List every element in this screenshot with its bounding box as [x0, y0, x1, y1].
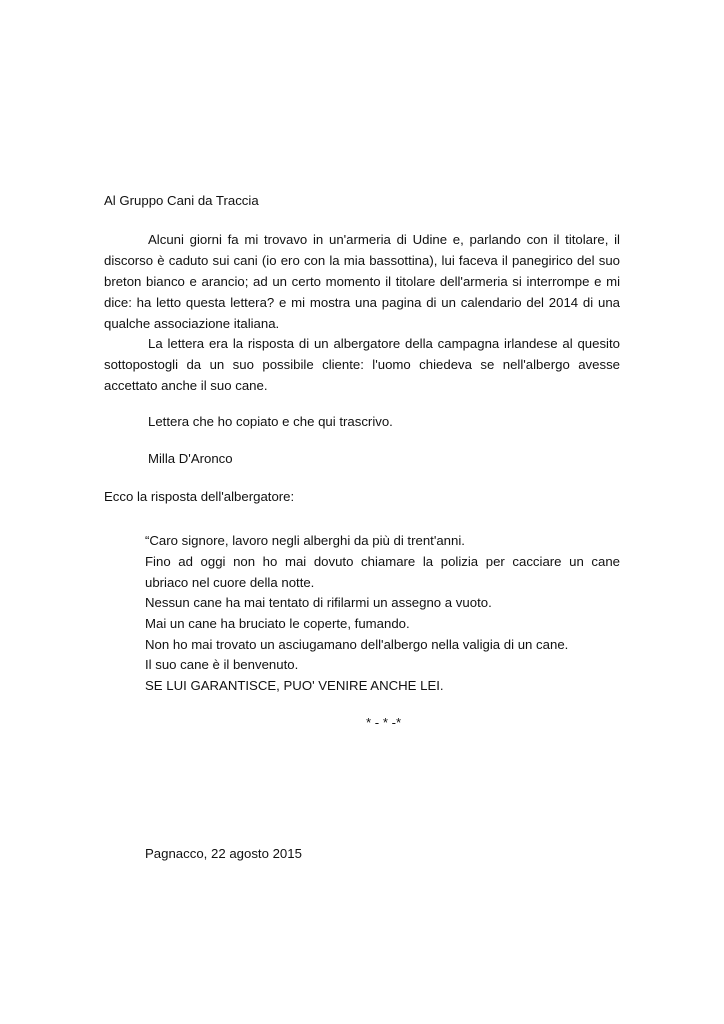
quote-line: ubriaco nel cuore della notte.	[145, 575, 315, 590]
paragraph1-line: qualche associazione italiana.	[104, 316, 280, 331]
quote-line: Non ho mai trovato un asciugamano dell'albergo nella valigia di un cane.	[145, 637, 569, 652]
paragraph1-line: dice: ha letto questa lettera? e mi mostra una pagina di un calendario del 2014 di una	[104, 295, 620, 310]
paragraph1-line: breton bianco e arancio; ad un certo momento il titolare dell'armeria si interrompe e mi	[104, 274, 620, 289]
paragraph2-line: La lettera era la risposta di un albergatore della campagna irlandese al quesito	[148, 336, 620, 351]
paragraph2-line: sottopostogli da un suo possibile cliente: l'uomo chiedeva se nell'albergo avesse	[104, 357, 620, 372]
place-date: Pagnacco, 22 agosto 2015	[145, 846, 302, 861]
quote-line: Fino ad oggi non ho mai dovuto chiamare la polizia per cacciare un cane	[145, 554, 620, 569]
author-name: Milla D'Aronco	[148, 451, 233, 466]
paragraph2-line: accettato anche il suo cane.	[104, 378, 268, 393]
quote-line: SE LUI GARANTISCE, PUO' VENIRE ANCHE LEI.	[145, 678, 444, 693]
salutation: Al Gruppo Cani da Traccia	[104, 193, 259, 208]
quote-line: “Caro signore, lavoro negli alberghi da più di trent'anni.	[145, 533, 465, 548]
quote-line: Il suo cane è il benvenuto.	[145, 657, 299, 672]
reply-intro: Ecco la risposta dell'albergatore:	[104, 489, 295, 504]
paragraph1-line: discorso è caduto sui cani (io ero con la mia bassottina), lui faceva il panegirico del suo	[104, 253, 620, 268]
copied-note: Lettera che ho copiato e che qui trascrivo.	[148, 414, 393, 429]
separator: * - * -*	[366, 715, 402, 730]
paragraph1-line: Alcuni giorni fa mi trovavo in un'armeria di Udine e, parlando con il titolare, il	[148, 232, 620, 247]
quote-line: Mai un cane ha bruciato le coperte, fumando.	[145, 616, 410, 631]
quote-line: Nessun cane ha mai tentato di rifilarmi un assegno a vuoto.	[145, 595, 492, 610]
